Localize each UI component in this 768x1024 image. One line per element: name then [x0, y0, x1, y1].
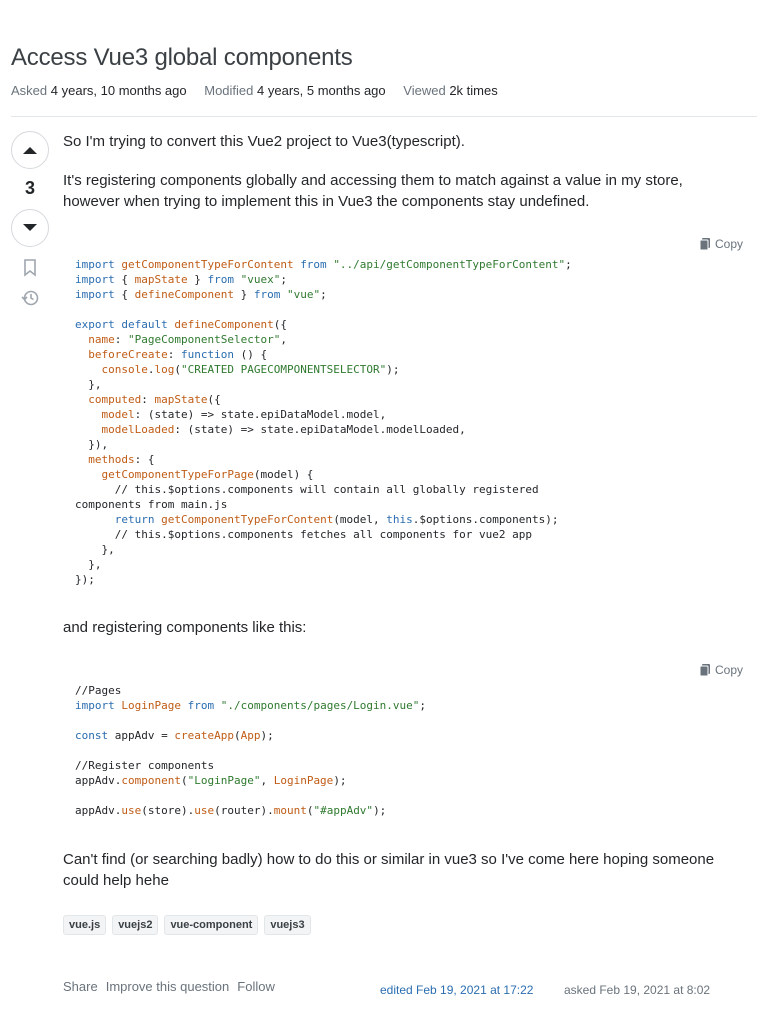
code-1-line: components from main.js [75, 498, 228, 511]
code-1-line: return getComponentTypeForContent(model, this.$options.components); [114, 513, 559, 526]
viewed-value: 2k times [449, 83, 498, 98]
modified-label: Modified [204, 83, 254, 98]
asked-label: Asked [11, 83, 48, 98]
code-2-line: appAdv.component("LoginPage", LoginPage); [75, 774, 347, 787]
copy-button-1[interactable] [699, 237, 743, 251]
vote-count: 3 [24, 178, 35, 198]
code-1-line: beforeCreate: function () { [88, 348, 268, 361]
code-1-line: // this.$options.components will contain all globally registered [75, 483, 539, 496]
downvote-button[interactable] [11, 209, 49, 247]
tag-list [63, 915, 311, 935]
post-paragraph-4: Can't find (or searching badly) how to do this or similar in vue3 so I've come here hoping someone could help hehe [63, 851, 715, 889]
question-meta [11, 83, 512, 98]
code-2-line: //Register components [75, 759, 215, 772]
history-icon[interactable] [21, 289, 39, 307]
code-block-2 [63, 663, 743, 823]
copy-button-2[interactable] [699, 663, 743, 677]
code-2-line: const appAdv = createApp(App); [75, 729, 274, 742]
modified-value[interactable]: 4 years, 5 months ago [257, 83, 386, 98]
asked-value: 4 years, 10 months ago [50, 83, 187, 98]
bookmark-icon[interactable] [23, 259, 37, 277]
code-1-line: modelLoaded: (state) => state.epiDataModel.modelLoaded, [101, 423, 466, 436]
code-1-line: import { mapState } from "vuex"; [75, 273, 287, 286]
copy-label: Copy [714, 237, 743, 251]
tag-vue-component[interactable]: vue-component [164, 915, 258, 935]
code-1-line: name: "PageComponentSelector", [88, 333, 287, 346]
code-1-line: getComponentTypeForPage(model) { [101, 468, 314, 481]
post-paragraph-3: and registering components like this: [63, 619, 307, 636]
title-divider [11, 116, 757, 117]
copy-icon [699, 237, 711, 251]
upvote-icon [22, 145, 38, 155]
follow-link[interactable]: Follow [237, 979, 275, 994]
code-1-line: computed: mapState({ [88, 393, 221, 406]
code-1-line: import { defineComponent } from "vue"; [75, 288, 327, 301]
code-1-line: model: (state) => state.epiDataModel.model, [101, 408, 387, 421]
code-2-line: import LoginPage from "./components/pages/Login.vue"; [75, 699, 427, 712]
tag-vuejs3[interactable]: vuejs3 [264, 915, 310, 935]
downvote-icon [22, 223, 38, 233]
post-actions [63, 979, 275, 994]
code-block-1 [63, 237, 743, 592]
code-2-line: appAdv.use(store).use(router).mount("#appAdv"); [75, 804, 387, 817]
asked-timestamp: asked Feb 19, 2021 at 8:02 [564, 983, 711, 997]
code-1-line: // this.$options.components fetches all components for vue2 app [75, 528, 532, 541]
code-1-line: }, [75, 543, 115, 556]
upvote-button[interactable] [11, 131, 49, 169]
tag-vuejs2[interactable]: vuejs2 [112, 915, 158, 935]
post-paragraph-1: So I'm trying to convert this Vue2 project to Vue3(typescript). [63, 133, 465, 150]
post-paragraph-2: It's registering components globally and accessing them to match against a value in my store, however when trying to implement this in Vue3 the components stay undefined. [63, 172, 683, 210]
viewed-label: Viewed [403, 83, 446, 98]
code-1-line: }, [75, 558, 102, 571]
code-2-line: //Pages [75, 684, 122, 697]
question-title[interactable]: Access Vue3 global components [11, 44, 353, 71]
tag-vuejs[interactable]: vue.js [63, 915, 106, 935]
improve-question-link[interactable]: Improve this question [105, 979, 230, 994]
code-1-line: }, [75, 378, 102, 391]
edited-link[interactable]: edited Feb 19, 2021 at 17:22 [380, 983, 534, 997]
code-1-line: methods: { [88, 453, 155, 466]
code-1-line: }), [75, 438, 109, 451]
code-1-line: export default defineComponent({ [75, 318, 287, 331]
copy-icon [699, 663, 711, 677]
copy-label: Copy [714, 663, 743, 677]
share-link[interactable]: Share [63, 979, 98, 994]
code-1-line: import getComponentTypeForContent from "../api/getComponentTypeForContent"; [75, 258, 572, 271]
vote-column [11, 131, 49, 307]
code-1 [75, 257, 572, 587]
code-2 [75, 683, 426, 818]
code-1-line: }); [75, 573, 95, 586]
code-1-line: console.log("CREATED PAGECOMPONENTSELECTOR"); [101, 363, 400, 376]
